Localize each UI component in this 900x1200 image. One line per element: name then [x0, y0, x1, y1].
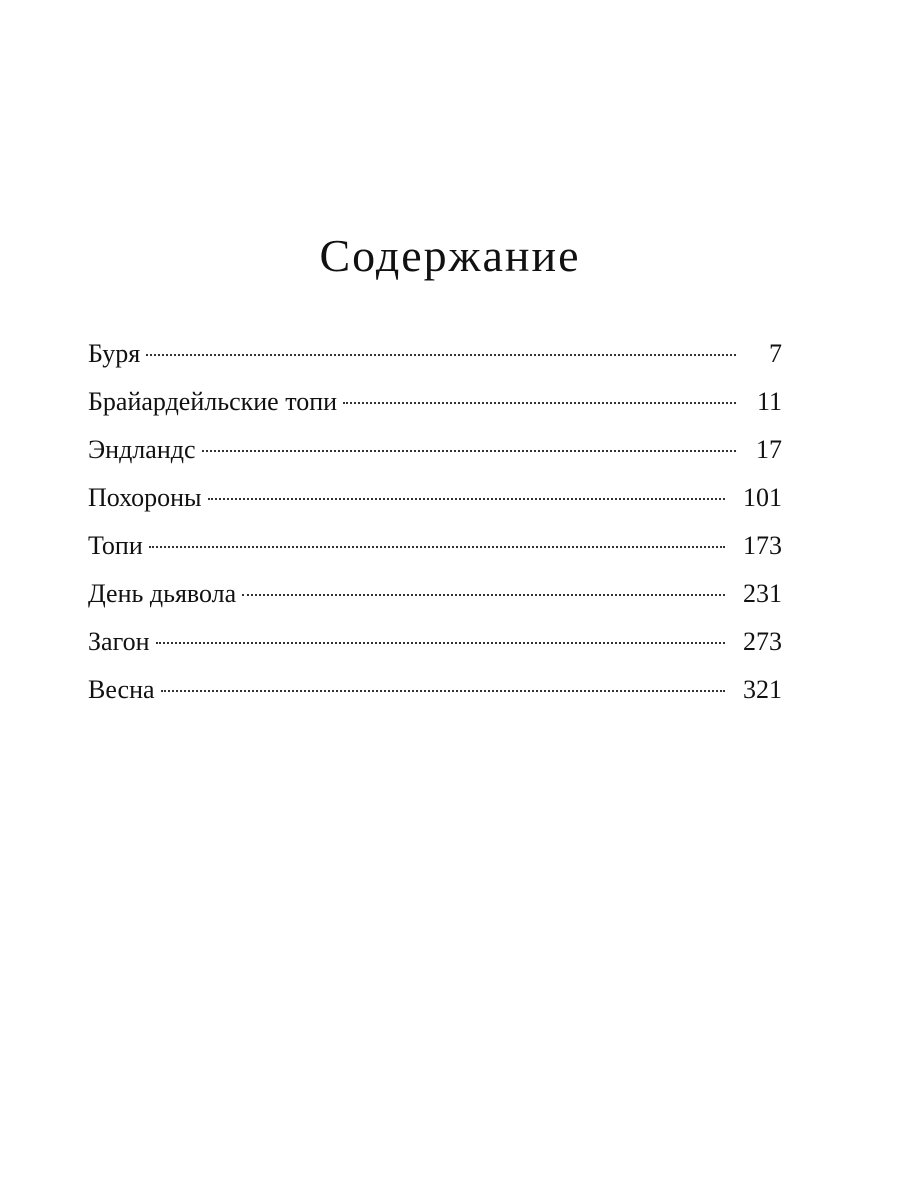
dot-leader: [202, 450, 736, 452]
toc-entry-page-number: 173: [743, 531, 782, 560]
toc-entry-title: Топи: [88, 531, 143, 560]
toc-entry: [88, 330, 782, 378]
toc-entry-title: Эндландс: [88, 435, 196, 464]
toc-entry: [88, 522, 782, 570]
dot-leader: [242, 594, 725, 596]
toc-entry-page-number: 273: [743, 627, 782, 656]
toc-entry: [88, 618, 782, 666]
dot-leader: [208, 498, 725, 500]
toc-entry-page-number: 101: [743, 483, 782, 512]
table-of-contents: [88, 330, 782, 714]
toc-entry-title: Загон: [88, 627, 150, 656]
toc-entry: [88, 666, 782, 714]
dot-leader: [161, 690, 725, 692]
toc-entry-title: Похороны: [88, 483, 202, 512]
toc-entry: [88, 378, 782, 426]
toc-entry-page-number: 321: [743, 675, 782, 704]
dot-leader: [343, 402, 736, 404]
toc-entry: [88, 474, 782, 522]
toc-entry: [88, 426, 782, 474]
toc-entry-title: Брайардейльские топи: [88, 387, 338, 416]
toc-entry-title: День дьявола: [88, 579, 237, 608]
dot-leader: [149, 546, 725, 548]
toc-entry-title: Весна: [88, 675, 155, 704]
toc-entry: [88, 570, 782, 618]
page-title: Содержание: [319, 230, 581, 281]
toc-entry-title: Буря: [88, 339, 141, 368]
dot-leader: [146, 354, 736, 356]
dot-leader: [156, 642, 726, 644]
toc-entry-page-number: 231: [743, 579, 782, 608]
toc-entry-page-number: 17: [756, 435, 782, 464]
toc-entry-page-number: 11: [756, 387, 782, 416]
toc-entry-page-number: 7: [769, 339, 782, 368]
